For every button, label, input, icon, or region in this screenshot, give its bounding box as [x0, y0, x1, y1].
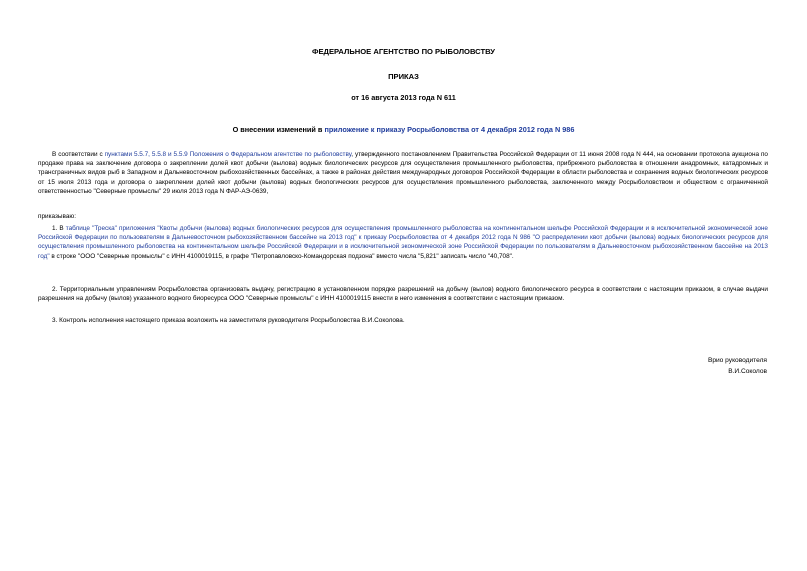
order-item-3: 3. Контроль исполнения настоящего приказа возложить на заместителя руководителя Росрыболовства В.И.Соколова.	[52, 317, 405, 324]
document-type: ПРИКАЗ	[388, 72, 419, 81]
item1-link[interactable]: таблице "Треска" приложения "Квоты добычи (вылова) водных биологических ресурсов для осуществления промышленного рыболовства на континентальном шельфе Российской Федерации и в исключительной экономической зоне Российской Федерации по пользователям в Дальневосточном рыбохозяйственном бассейне на 2013 год" к приказу Росрыболовства от 4 декабря 2012 года N 986 "О распределении квот добычи (вылова) водных биологических ресурсов для осуществления промышленного рыболовства на континентальном шельфе Российской Федерации и в исключительной экономической зоне Российской Федерации по пользователям в Дальневосточном рыбохозяйственном бассейне на 2013 год"	[38, 225, 768, 260]
title-link[interactable]: приложение к приказу Росрыболовства от 4 декабря 2012 года N 986	[324, 125, 575, 134]
item1-text-2: в строке "ООО "Северные промыслы" с ИНН 4100019115, в графе "Петропавловско-Командорская подзона" вместо числа "5,821" записать число "40,708".	[49, 252, 514, 260]
preamble-text-2: , утвержденного постановлением Правительства Российской Федерации от 11 июня 2008 года N 444, на основании протокола аукциона по продаже права на заключение договора о закреплении долей квот добычи (вылова) водных биологических ресурсов для осуществления промышленного рыболовства, прибрежного рыболовства в отношении анадромных, катадромных и трансграничных видов рыб в Западном и Дальневосточном рыбохозяйственных бассейнах, а также в районах действия международных договоров Российской Федерации в области рыболовства и сохранения водных биологических ресурсов от 15 июля 2013 года и договора о закреплении долей квот добычи (вылова) водных биологических ресурсов для осуществления промышленного рыболовства, заключенного между Росрыболовством и обществом с ограниченной ответственностью "Северные промыслы" 29 июля 2013 года N ФАР-АЭ-0639,	[38, 151, 768, 195]
order-word: приказываю:	[38, 213, 76, 220]
document-date-number: от 16 августа 2013 года N 611	[351, 93, 456, 102]
signatory-position: Врио руководителя	[707, 357, 767, 364]
preamble-text-1: В соответствии с	[52, 151, 105, 158]
document-title	[0, 125, 807, 134]
title-prefix: О внесении изменений в	[232, 125, 325, 134]
preamble-paragraph	[38, 150, 768, 196]
signatory-name: В.И.Соколов	[728, 368, 767, 375]
preamble-link[interactable]: пунктами 5.5.7, 5.5.8 и 5.5.9 Положения о Федеральном агентстве по рыболовству	[104, 151, 352, 158]
agency-name: ФЕДЕРАЛЬНОЕ АГЕНТСТВО ПО РЫБОЛОВСТВУ	[312, 47, 495, 56]
order-item-2: 2. Территориальным управлениям Росрыболовства организовать выдачу, регистрацию в установленном порядке разрешений на добычу (вылов) водного биологического ресурса в соответствии с настоящим приказом, в случае выдачи разрешения на добычу (вылов) указанного водного биоресурса ООО "Северные промыслы" с ИНН 4100019115 внести в него изменения в соответствии с настоящим приказом.	[38, 286, 768, 303]
item1-text-1: 1. В	[52, 225, 66, 232]
order-item-1	[38, 224, 768, 261]
